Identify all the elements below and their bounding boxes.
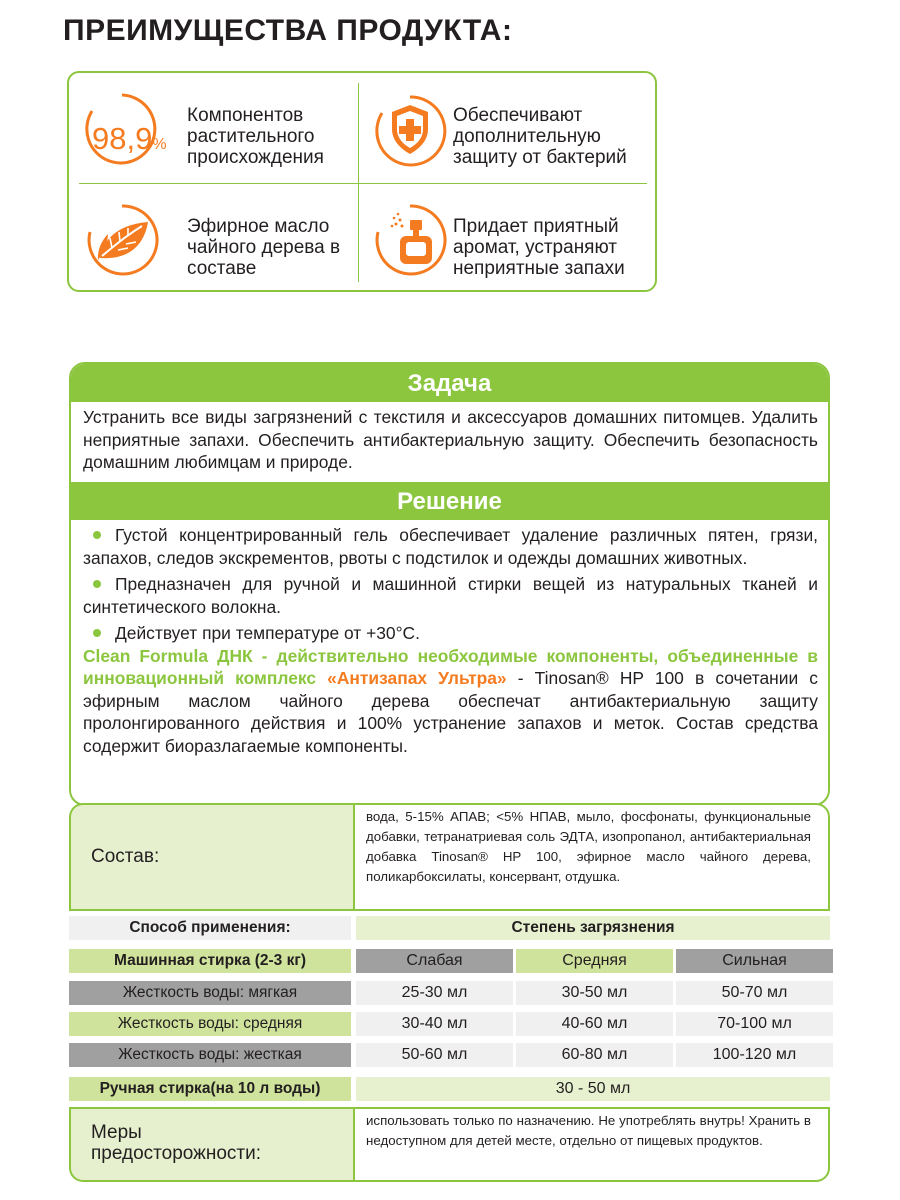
table-cell: 30-40 мл (356, 1012, 513, 1036)
list-item: Густой концентрированный гель обеспечивает удаление различных пятен, грязи, запахов, следов экскрементов, рвоты с подстилок и одежды домашних животных. (83, 525, 818, 568)
hand-wash-value: 30 - 50 мл (356, 1077, 830, 1101)
list-item: Действует при температуре от +30°С. (83, 622, 818, 645)
machine-wash-label: Машинная стирка (2-3 кг) (69, 949, 351, 973)
formula-paragraph: Clean Formula ДНК - действительно необходимые компоненты, объединенные в инновационный комплекс «Антизапах Ультра» - Tinosan® HP 100 в сочетании с эфирным маслом чайного дерева обеспечат антибактериальную защиту пролонгированного действия и 100% устранение запахов и меток. Состав средства содержит биоразлагаемые компоненты. (83, 645, 819, 756)
composition-text: вода, 5-15% АПАВ; <5% НПАВ, мыло, фосфонаты, функциональные добавки, тетранатриевая соль ЭДТА, изопропанол, антибактериальная добавка Tinosan® HP 100, эфирное масло чайного дерева, поликарбоксилаты, консервант, отдушка. (366, 809, 811, 884)
advantage-text: Обеспечивают дополнительную защиту от бактерий (453, 105, 627, 168)
precautions-text: использовать только по назначению. Не употреблять внутрь! Хранить в недоступном для детей месте, отдельно от пищевых продуктов. (366, 1113, 811, 1148)
table-cell: 60-80 мл (516, 1043, 673, 1067)
table-row-label: Жесткость воды: жесткая (69, 1043, 351, 1067)
table-cell: 70-100 мл (676, 1012, 833, 1036)
table-cell: 25-30 мл (356, 981, 513, 1005)
advantage-fragrance (362, 190, 632, 290)
advantage-text: Эфирное масло чайного дерева в составе (187, 216, 341, 279)
divider (79, 183, 647, 184)
advantage-antibacterial (362, 79, 632, 179)
advantage-text: Компонентов растительного происхождения (187, 105, 324, 168)
table-cell: 50-70 мл (676, 981, 833, 1005)
table-cell: 100-120 мл (676, 1043, 833, 1067)
table-cell: 50-60 мл (356, 1043, 513, 1067)
advantage-plant-components (74, 79, 344, 179)
precautions-label: Меры предосторожности: (91, 1122, 261, 1164)
advantage-tea-tree-oil (74, 190, 344, 290)
level-header: Средняя (516, 949, 673, 973)
tea-leaf-icon (82, 202, 162, 278)
percent-value: 98,9 (92, 121, 153, 156)
bullet-icon (93, 531, 101, 539)
task-heading: Задача (71, 364, 828, 402)
hand-wash-label: Ручная стирка(на 10 л воды) (69, 1077, 351, 1101)
shield-cross-icon (370, 91, 450, 167)
table-cell: 30-50 мл (516, 981, 673, 1005)
perfume-spray-icon (370, 202, 450, 278)
task-solution-box (69, 362, 830, 806)
task-text: Устранить все виды загрязнений с текстиля и аксессуаров домашних питомцев. Удалить неприятные запахи. Обеспечить антибактериальную защиту. Обеспечить безопасность домашним любимцам и природе. (83, 407, 818, 472)
solution-heading: Решение (71, 482, 828, 520)
advantages-box (67, 71, 657, 292)
method-header: Способ применения: (69, 916, 351, 940)
table-row-label: Жесткость воды: мягкая (69, 981, 351, 1005)
percent-icon: 98,9% (82, 91, 162, 167)
table-row-label: Жесткость воды: средняя (69, 1012, 351, 1036)
table-cell: 40-60 мл (516, 1012, 673, 1036)
bullet-icon (93, 580, 101, 588)
list-item: Предназначен для ручной и машинной стирки вещей из натуральных тканей и синтетического волокна. (83, 574, 818, 617)
bullet-icon (93, 629, 101, 637)
advantages-title: ПРЕИМУЩЕСТВА ПРОДУКТА: (63, 14, 513, 47)
composition-label: Состав: (91, 846, 160, 867)
advantage-text: Придает приятный аромат, устраняют неприятные запахи (453, 216, 625, 279)
solution-content (83, 524, 818, 757)
level-header: Слабая (356, 949, 513, 973)
degree-header: Степень загрязнения (356, 916, 830, 940)
level-header: Сильная (676, 949, 833, 973)
